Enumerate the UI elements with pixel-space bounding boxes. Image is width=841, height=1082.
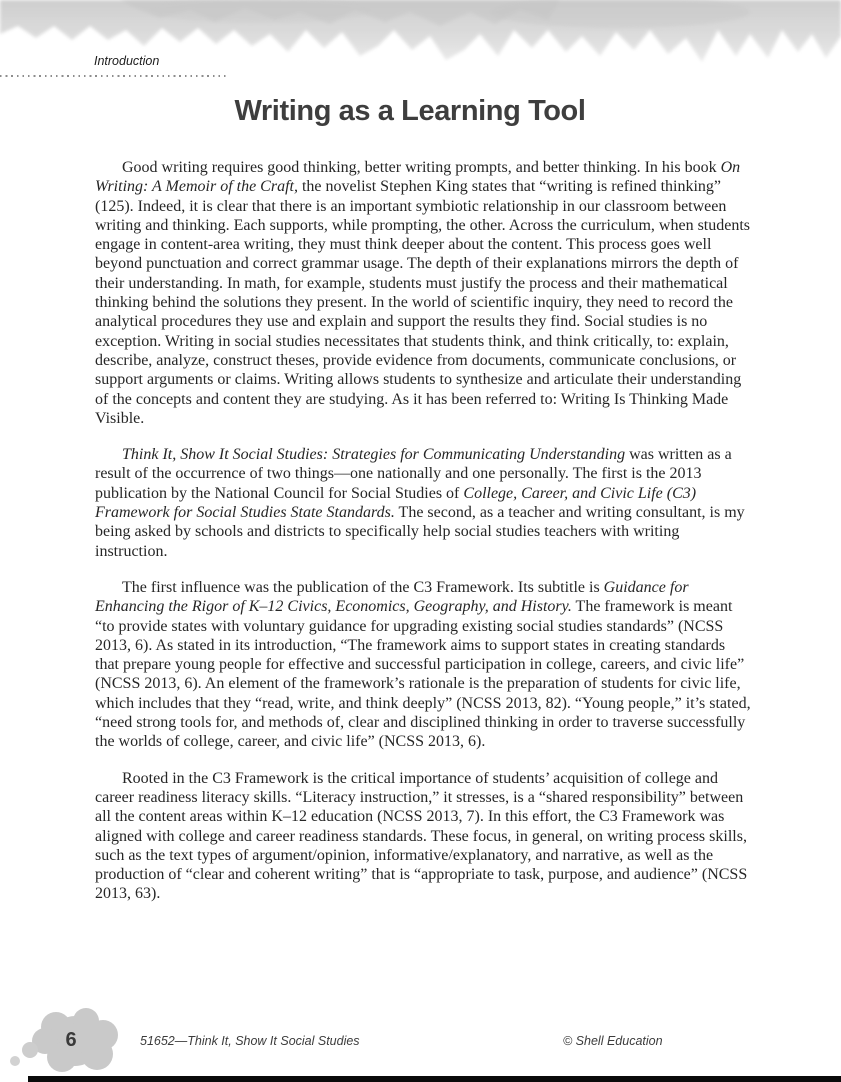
text-run: The first influence was the publication of the C3 Framework. Its subtitle is — [122, 578, 604, 596]
paragraph-2 — [95, 445, 753, 561]
page-title: Writing as a Learning Tool — [234, 95, 586, 127]
paragraph-3 — [95, 578, 753, 752]
paragraph-4 — [95, 769, 753, 904]
text-run: the novelist Stephen King states that “writing is refined thinking” (125). Indeed, it is clear that there is an important symbiotic relationship in our classroom between writing and thinking. Each supports, while prompting, the other. Across the curriculum, when students engage in content-area writing, they must think deeper about the content. This process goes well beyond punctuation and correct grammar usage. The depth of their explanations mirrors the depth of their understanding. In math, for example, students must justify the process and their mathematical thinking behind the solutions they present. In the world of scientific inquiry, they need to record the analytical procedures they use and explain and support the results they find. Social studies is no exception. Writing in social studies necessitates that students think, and think critically, to: explain, describe, analyze, construct theses, provide evidence from documents, communicate conclusions, or support arguments or claims. Writing allows students to synthesize and articulate their understanding of the concepts and content they are studying. As it has been referred to: Writing Is Thinking Made Visible. — [95, 178, 751, 427]
text-run: The framework is meant “to provide states with voluntary guidance for upgrading existing social studies standards” (NCSS 2013, 6). As stated in its introduction, “The framework aims to support states in creating standards that prepare young people for effective and successful participation in college, careers, and civic life” (NCSS 2013, 6). An element of the framework’s rationale is the preparation of students for civic life, which includes that they “read, write, and think deeply” (NCSS 2013, 82). “Young people,” it’s stated, “need strong tools for, and methods of, clear and disciplined thinking in order to traverse successfully the worlds of college, career, and civic life” (NCSS 2013, 6). — [95, 598, 751, 751]
text-run: On Writing: A Memoir of the Craft, — [95, 159, 741, 196]
text-run: Rooted in the C3 Framework is the critical importance of students’ acquisition of college and career readiness literacy skills. “Literacy instruction,” it stresses, is a “shared responsibility” between all the content areas within K–12 education (NCSS 2013, 7). In this effort, the C3 Framework was aligned with college and career readiness standards. These focus, in general, on writing process skills, such as the text types of argument/opinion, informative/explanatory, and narrative, as well as the production of “clear and coherent writing” that is “appropriate to task, purpose, and audience” (NCSS 2013, 63). — [95, 769, 748, 903]
text-run: was written as a result of the occurrence of two things—one nationally and one personally. The first is the 2013 publication by the National Council for Social Studies of — [95, 446, 732, 502]
paragraph-1 — [95, 158, 753, 428]
section-label: Introduction — [94, 54, 160, 68]
body-text — [95, 158, 753, 921]
footer-book-title: 51652—Think It, Show It Social Studies — [140, 1034, 360, 1048]
text-run: Guidance for Enhancing the Rigor of K–12 Civics, Economics, Geography, and History. — [95, 578, 689, 616]
text-run: College, Career, and Civic Life (C3) Framework for Social Studies State Standards. — [95, 484, 697, 522]
page-number: 6 — [65, 1029, 77, 1051]
text-run: Good writing requires good thinking, better writing prompts, and better thinking. In his book — [122, 159, 721, 176]
text-run: Think It, Show It Social Studies: Strategies for Communicating Understanding — [122, 446, 626, 464]
dotted-rule-decoration — [0, 75, 228, 77]
footer-publisher: © Shell Education — [563, 1034, 663, 1048]
scan-edge-bar — [28, 1076, 841, 1082]
text-run: The second, as a teacher and writing consultant, is my being asked by schools and districts to specifically help social studies teachers with writing instruction. — [95, 504, 745, 560]
